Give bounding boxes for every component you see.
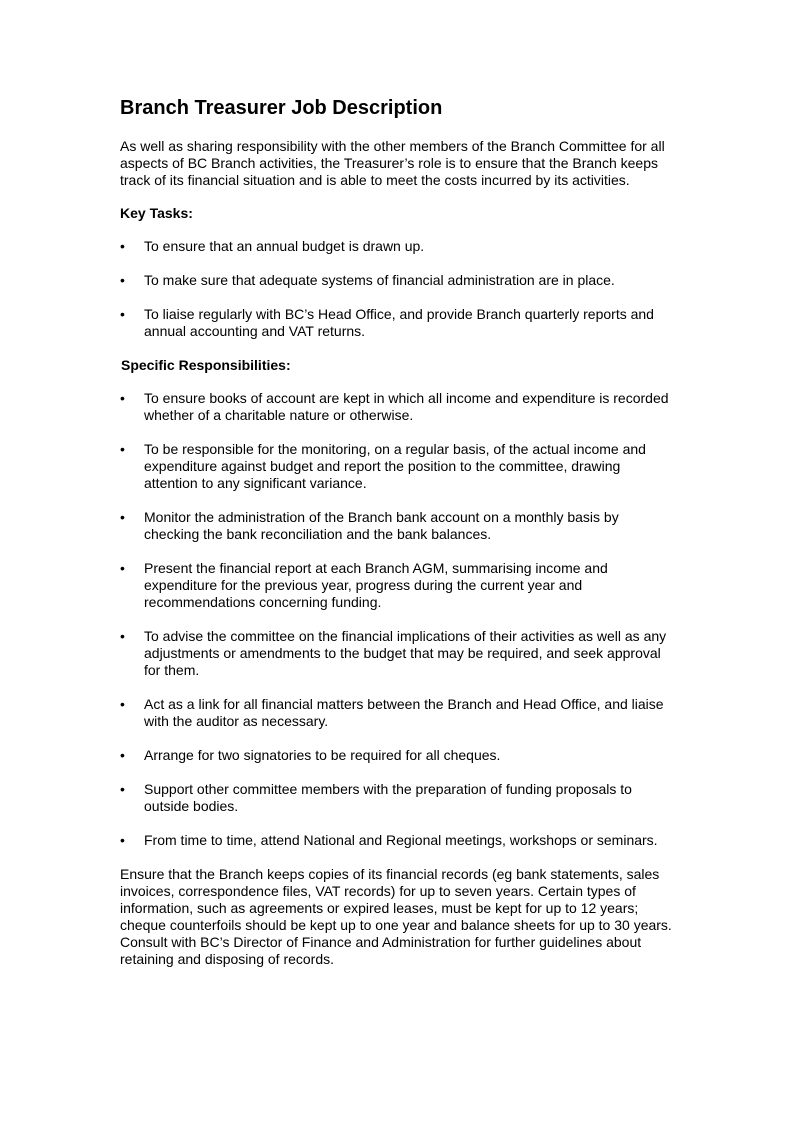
list-item-text: Act as a link for all financial matters between the Branch and Head Office, and liaise with the auditor as necessary.: [144, 696, 664, 729]
bullet-icon: •: [120, 747, 125, 763]
bullet-icon: •: [120, 441, 125, 457]
bullet-icon: •: [120, 390, 125, 406]
list-item: [120, 272, 676, 289]
list-item: [120, 832, 676, 849]
bullet-icon: •: [120, 781, 125, 797]
bullet-icon: •: [120, 306, 125, 322]
list-item-text: To ensure that an annual budget is drawn up.: [144, 238, 425, 254]
bullet-icon: •: [120, 628, 125, 644]
intro-paragraph: As well as sharing responsibility with the other members of the Branch Committee for all aspects of BC Branch activities, the Treasurer’s role is to ensure that the Branch keeps track of its financial situation and is able to meet the costs incurred by its activities.: [120, 138, 665, 188]
list-item-text: To liaise regularly with BC’s Head Office, and provide Branch quarterly reports and annual accounting and VAT returns.: [144, 306, 654, 339]
bullet-icon: •: [120, 560, 125, 576]
list-item: [120, 747, 676, 764]
document-page: [120, 95, 676, 968]
list-item-text: Arrange for two signatories to be required for all cheques.: [144, 747, 501, 763]
list-item: [120, 781, 676, 815]
bullet-icon: •: [120, 238, 125, 254]
list-item-text: Support other committee members with the preparation of funding proposals to outside bodies.: [144, 781, 632, 814]
list-item: [120, 390, 676, 424]
list-item-text: To make sure that adequate systems of financial administration are in place.: [144, 272, 615, 288]
list-item: [120, 560, 676, 611]
list-item: [120, 238, 676, 255]
list-item-text: To advise the committee on the financial implications of their activities as well as any adjustments or amendments to the budget that may be required, and seek approval for them.: [144, 628, 667, 678]
list-item: [120, 441, 676, 492]
bullet-icon: •: [120, 272, 125, 288]
bullet-icon: •: [120, 832, 125, 848]
key-tasks-heading: Key Tasks:: [120, 205, 193, 221]
list-item-text: To be responsible for the monitoring, on a regular basis, of the actual income and expenditure against budget and report the position to the committee, drawing attention to any significant variance.: [144, 441, 646, 491]
list-item: [120, 696, 676, 730]
list-item-text: Present the financial report at each Branch AGM, summarising income and expenditure for the previous year, progress during the current year and recommendations concerning funding.: [144, 560, 608, 610]
list-item: [120, 628, 676, 679]
list-item-text: Monitor the administration of the Branch bank account on a monthly basis by checking the bank reconciliation and the bank balances.: [144, 509, 619, 542]
list-item-text: From time to time, attend National and Regional meetings, workshops or seminars.: [144, 832, 658, 848]
key-tasks-list: [120, 238, 676, 340]
document-title: Branch Treasurer Job Description: [120, 97, 443, 119]
list-item: [120, 306, 676, 340]
closing-paragraph: Ensure that the Branch keeps copies of its financial records (eg bank statements, sales invoices, correspondence files, VAT records) for up to seven years. Certain types of information, such as agreements or expired leases, must be kept for up to 12 years; cheque counterfoils should be kept up to one year and balance sheets for up to 30 years. Consult with BC’s Director of Finance and Administration for further guidelines about retaining and disposing of records.: [120, 866, 672, 967]
responsibilities-list: [120, 390, 676, 849]
bullet-icon: •: [120, 696, 125, 712]
responsibilities-heading: Specific Responsibilities:: [121, 357, 291, 373]
list-item: [120, 509, 676, 543]
list-item-text: To ensure books of account are kept in which all income and expenditure is recorded whether of a charitable nature or otherwise.: [144, 390, 669, 423]
bullet-icon: •: [120, 509, 125, 525]
